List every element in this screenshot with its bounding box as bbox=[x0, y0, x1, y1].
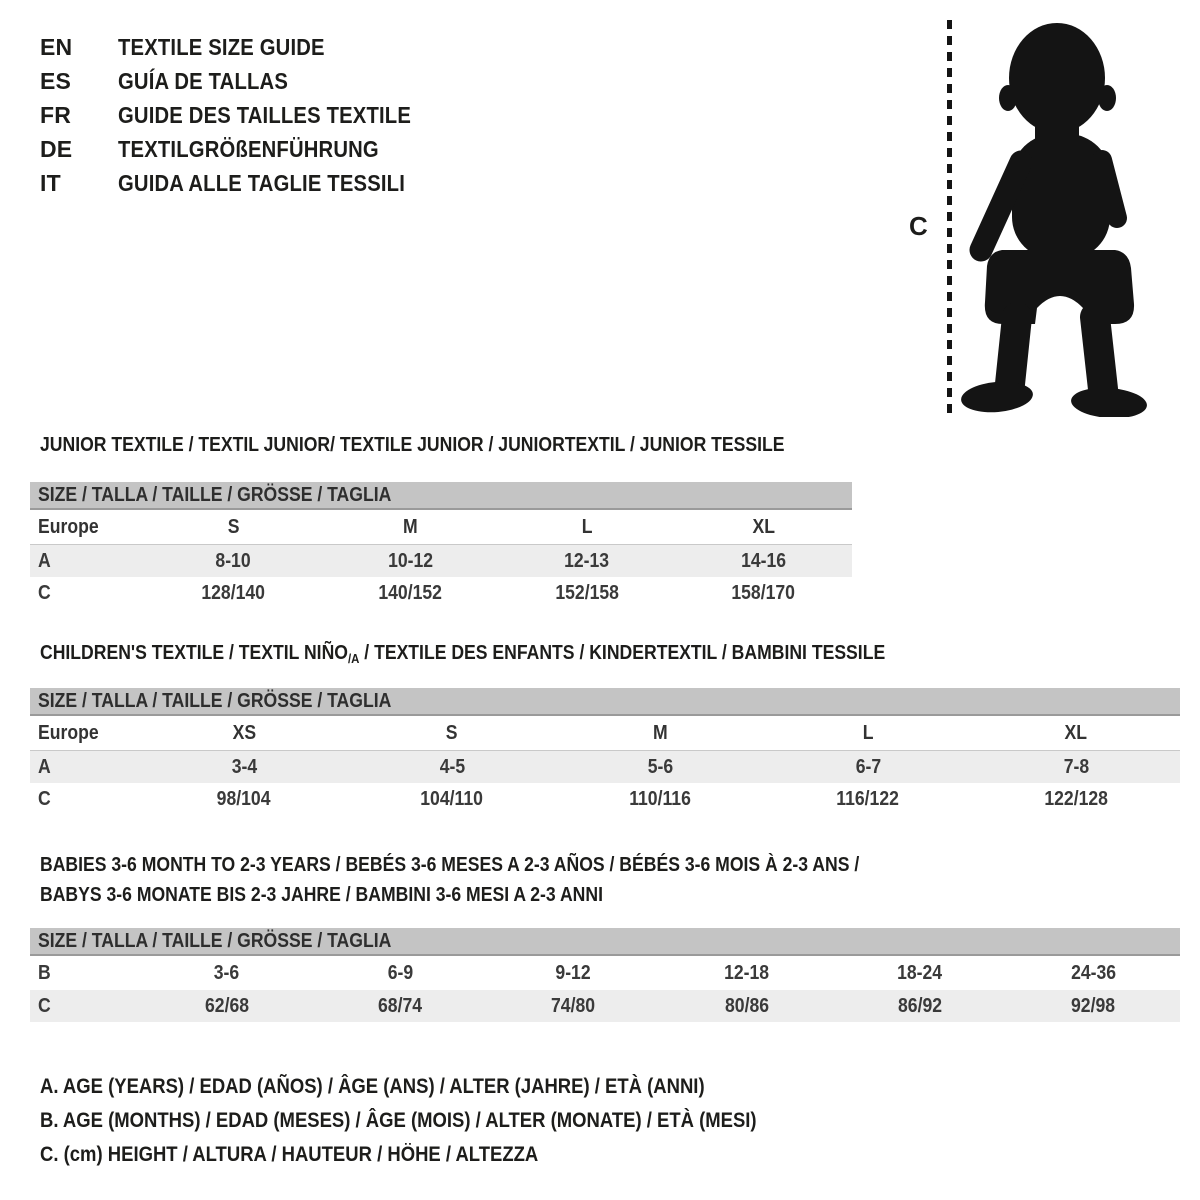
language-title: GUIDA ALLE TAGLIE TESSILI bbox=[118, 169, 406, 196]
legend-line-c: C. (cm) HEIGHT / ALTURA / HAUTEUR / HÖHE / ALTEZZA bbox=[40, 1143, 539, 1166]
value-cell: 5-6 bbox=[647, 755, 673, 778]
value-cell: 18-24 bbox=[897, 961, 943, 984]
language-row bbox=[40, 30, 451, 64]
babies-heading-line2: BABYS 3-6 MONATE BIS 2-3 JAHRE / BAMBINI 3-6 MESI A 2-3 ANNI bbox=[40, 883, 603, 906]
language-title: GUIDE DES TAILLES TEXTILE bbox=[118, 101, 412, 128]
value-cell: 62/68 bbox=[204, 994, 249, 1017]
size-row-europe bbox=[30, 510, 852, 545]
value-cell: 68/74 bbox=[377, 994, 423, 1017]
value-cell: 116/122 bbox=[836, 787, 900, 810]
language-row bbox=[40, 64, 451, 98]
value-cell: 4-5 bbox=[439, 755, 465, 778]
size-cell: L bbox=[581, 515, 593, 538]
legend-line-b: B. AGE (MONTHS) / EDAD (MESES) / ÂGE (MOIS) / ALTER (MONATE) / ETÀ (MESI) bbox=[40, 1109, 757, 1132]
height-row-c bbox=[30, 783, 1180, 815]
size-header-bar bbox=[30, 928, 1180, 956]
value-cell: 140/152 bbox=[378, 581, 442, 604]
size-header-text: SIZE / TALLA / TAILLE / GRÖSSE / TAGLIA bbox=[38, 689, 392, 712]
size-row-europe bbox=[30, 716, 1180, 751]
language-row bbox=[40, 132, 451, 166]
language-code: FR bbox=[40, 101, 72, 128]
value-cell: 14-16 bbox=[741, 549, 787, 572]
value-cell: 128/140 bbox=[201, 581, 266, 604]
language-list bbox=[40, 30, 451, 200]
row-label: C bbox=[38, 581, 51, 604]
row-label: Europe bbox=[38, 515, 99, 538]
language-title: TEXTILGRÖßENFÜHRUNG bbox=[118, 135, 379, 162]
size-cell: M bbox=[652, 721, 668, 744]
age-row-a bbox=[30, 751, 1180, 783]
value-cell: 92/98 bbox=[1071, 994, 1116, 1017]
value-cell: 12-13 bbox=[564, 549, 610, 572]
junior-section-heading-text: JUNIOR TEXTILE / TEXTIL JUNIOR/ TEXTILE JUNIOR / JUNIORTEXTIL / JUNIOR TESSILE bbox=[40, 434, 785, 456]
language-title: GUÍA DE TALLAS bbox=[118, 67, 289, 94]
size-header-bar bbox=[30, 688, 1180, 716]
junior-section-heading bbox=[40, 434, 886, 457]
value-cell: 152/158 bbox=[555, 581, 619, 604]
row-label: A bbox=[38, 755, 51, 778]
value-cell: 104/110 bbox=[420, 787, 484, 810]
legend-line-a: A. AGE (YEARS) / EDAD (AÑOS) / ÂGE (ANS) / ALTER (JAHRE) / ETÀ (ANNI) bbox=[40, 1075, 705, 1098]
value-cell: 110/116 bbox=[629, 787, 691, 810]
size-header-bar bbox=[30, 482, 852, 510]
value-cell: 74/80 bbox=[551, 994, 596, 1017]
junior-size-table bbox=[30, 482, 852, 609]
babies-size-table bbox=[30, 928, 1180, 1022]
value-cell: 6-7 bbox=[855, 755, 881, 778]
legend bbox=[40, 1070, 854, 1172]
row-label: C bbox=[38, 994, 51, 1017]
babies-heading-line1: BABIES 3-6 MONTH TO 2-3 YEARS / BEBÉS 3-6 MESES A 2-3 AÑOS / BÉBÉS 3-6 MOIS À 2-3 ANS / bbox=[40, 853, 860, 876]
language-code: EN bbox=[40, 33, 73, 60]
value-cell: 86/92 bbox=[897, 994, 943, 1017]
row-label: B bbox=[38, 961, 51, 984]
language-code: ES bbox=[40, 67, 72, 94]
value-cell: 3-6 bbox=[213, 961, 240, 984]
age-row-a bbox=[30, 545, 852, 577]
age-row-b bbox=[30, 956, 1180, 990]
children-section-heading-text: CHILDREN'S TEXTILE / TEXTIL $NIÑO_{/A}$ / TEXTILE DES ENFANTS / KINDERTEXTIL / BAMBINI TESSILE bbox=[40, 642, 886, 666]
value-cell: 12-18 bbox=[724, 961, 770, 984]
value-cell: 3-4 bbox=[231, 755, 257, 778]
children-size-table bbox=[30, 688, 1180, 815]
children-section-heading bbox=[40, 642, 1000, 666]
size-cell: S bbox=[227, 515, 240, 538]
value-cell: 8-10 bbox=[215, 549, 251, 572]
value-cell: 158/170 bbox=[731, 581, 796, 604]
value-cell: 98/104 bbox=[217, 787, 271, 810]
language-code: DE bbox=[40, 135, 73, 162]
size-cell: L bbox=[862, 721, 874, 744]
size-cell: M bbox=[402, 515, 418, 538]
value-cell: 9-12 bbox=[555, 961, 591, 984]
value-cell: 122/128 bbox=[1044, 787, 1108, 810]
language-row bbox=[40, 98, 451, 132]
value-cell: 24-36 bbox=[1070, 961, 1116, 984]
row-label: C bbox=[38, 787, 51, 810]
language-title: TEXTILE SIZE GUIDE bbox=[118, 33, 325, 60]
size-cell: XL bbox=[752, 515, 775, 538]
size-cell: XS bbox=[232, 721, 256, 744]
height-figure bbox=[895, 12, 1167, 424]
size-header-text: SIZE / TALLA / TAILLE / GRÖSSE / TAGLIA bbox=[38, 483, 392, 506]
babies-section-heading bbox=[40, 850, 971, 910]
height-row-c bbox=[30, 990, 1180, 1022]
height-measure-line bbox=[947, 20, 952, 414]
size-cell: S bbox=[446, 721, 458, 744]
value-cell: 6-9 bbox=[387, 961, 413, 984]
size-cell: XL bbox=[1064, 721, 1088, 744]
measure-label-c: C bbox=[909, 211, 928, 241]
nino-a-subscript: /A bbox=[347, 651, 360, 666]
height-row-c bbox=[30, 577, 852, 609]
language-row bbox=[40, 166, 451, 200]
size-header-text: SIZE / TALLA / TAILLE / GRÖSSE / TAGLIA bbox=[38, 929, 392, 952]
language-code: IT bbox=[40, 169, 61, 196]
row-label: A bbox=[38, 549, 51, 572]
value-cell: 80/86 bbox=[724, 994, 769, 1017]
value-cell: 7-8 bbox=[1063, 755, 1089, 778]
value-cell: 10-12 bbox=[387, 549, 433, 572]
row-label: Europe bbox=[38, 721, 99, 744]
baby-silhouette-icon bbox=[957, 12, 1157, 417]
